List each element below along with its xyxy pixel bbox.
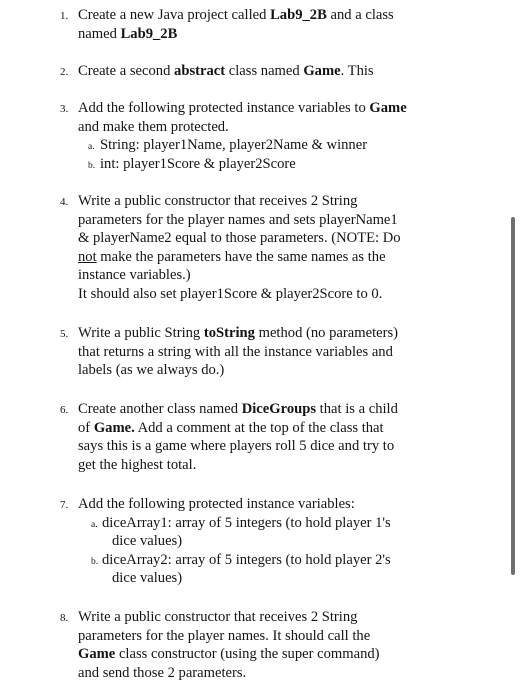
text-line: not make the parameters have the same names as the: [78, 248, 386, 265]
sub-item-b: b. int: player1Score & player2Score: [78, 155, 470, 174]
text-line: Write a public String toString method (no parameters): [78, 325, 398, 341]
instruction-item-4: [0, 192, 470, 304]
sub-item-letter: b.: [88, 160, 96, 171]
item-number: 1.: [60, 10, 69, 22]
sub-item-a-continuation: dice values): [112, 533, 183, 550]
text-line: parameters for the player names. It should call the: [78, 627, 371, 644]
item-number: 5.: [60, 328, 69, 340]
text-line: parameters for the player names and sets playerName1: [78, 211, 398, 228]
text-line: that returns a string with all the instance variables and: [78, 343, 393, 360]
item-number: 6.: [60, 404, 69, 416]
text-line: Create another class named DiceGroups that is a child: [78, 401, 398, 417]
item-text: [78, 324, 470, 380]
text-line: It should also set player1Score & player2Score to 0.: [78, 285, 383, 302]
sub-item-b-continuation: dice values): [112, 570, 183, 587]
item-number: 7.: [60, 499, 69, 511]
sub-item-letter: b.: [91, 556, 99, 567]
text-line: and send those 2 parameters.: [78, 664, 247, 681]
text-line: named Lab9_2B: [78, 25, 178, 42]
text-line: labels (as we always do.): [78, 362, 225, 379]
text-line: Add the following protected instance variables to Game: [78, 100, 407, 116]
instruction-item-7: [0, 495, 470, 588]
text-line: Create a new Java project called Lab9_2B and a class: [78, 7, 394, 23]
item-text: [78, 400, 470, 474]
instruction-item-8: [0, 608, 470, 682]
sub-item-a: a. String: player1Name, player2Name & winner: [78, 136, 470, 155]
sub-item-b: b. diceArray2: array of 5 integers (to hold player 2's: [78, 551, 470, 570]
text-line: get the highest total.: [78, 456, 197, 473]
item-text: [78, 6, 470, 43]
text-line: of Game. Add a comment at the top of the class that: [78, 419, 384, 436]
sub-item-letter: a.: [88, 142, 95, 153]
text-line: Write a public constructor that receives 2 String: [78, 609, 358, 625]
text-line: Add the following protected instance variables:: [78, 496, 355, 512]
item-text: [78, 192, 470, 304]
text-line: and make them protected.: [78, 118, 229, 135]
item-text: [78, 99, 470, 173]
item-number: 4.: [60, 196, 69, 208]
instruction-item-6: [0, 400, 470, 474]
item-number: 8.: [60, 612, 69, 624]
item-number: 3.: [60, 103, 69, 115]
sub-item-a: a. diceArray1: array of 5 integers (to hold player 1's: [78, 514, 470, 533]
vertical-scrollbar[interactable]: [511, 217, 515, 575]
text-line: Game class constructor (using the super command): [78, 646, 380, 663]
text-line: instance variables.): [78, 267, 191, 284]
item-text: [78, 62, 470, 81]
underlined-word: not: [78, 248, 97, 265]
text-line: & playerName2 equal to those parameters. (NOTE: Do: [78, 230, 401, 247]
item-text: [78, 608, 470, 682]
instruction-item-2: [0, 62, 470, 81]
text-line: says this is a game where players roll 5 dice and try to: [78, 438, 395, 455]
item-text: [78, 495, 470, 588]
sub-item-letter: a.: [91, 519, 98, 530]
item-number: 2.: [60, 66, 69, 78]
text-line: Write a public constructor that receives 2 String: [78, 193, 358, 209]
instruction-item-3: [0, 99, 470, 173]
text-line: Create a second abstract class named Game. This: [78, 63, 374, 79]
instruction-item-5: [0, 324, 470, 380]
instruction-item-1: [0, 6, 470, 43]
